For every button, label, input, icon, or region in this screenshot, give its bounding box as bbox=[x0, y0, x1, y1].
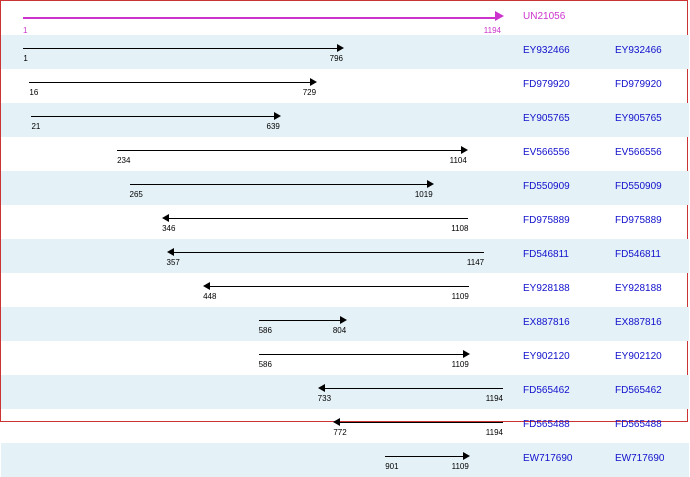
table-row[interactable] bbox=[1, 273, 689, 307]
accession-link[interactable]: FD975889 bbox=[523, 215, 570, 226]
hit-end-coord: 1147 bbox=[466, 258, 485, 267]
accession-description-link[interactable]: EY928188 bbox=[615, 283, 662, 294]
hit-start-coord: 733 bbox=[317, 394, 332, 403]
alignment-bar[interactable] bbox=[339, 422, 503, 423]
arrow-right-icon bbox=[340, 316, 347, 324]
accession-link[interactable]: EY905765 bbox=[523, 113, 570, 124]
hit-end-coord: 639 bbox=[266, 122, 280, 131]
arrow-left-icon bbox=[167, 248, 174, 256]
query-start-coord: 1 bbox=[23, 26, 28, 35]
accession-description-link[interactable]: EY902120 bbox=[615, 351, 662, 362]
hit-start-coord: 586 bbox=[258, 360, 272, 369]
alignment-bar[interactable] bbox=[173, 252, 485, 253]
accession-link[interactable]: EV566556 bbox=[523, 147, 570, 158]
accession-description-link[interactable]: FD565488 bbox=[615, 419, 662, 430]
hit-end-coord: 1109 bbox=[451, 462, 469, 471]
arrow-right-icon bbox=[427, 180, 434, 188]
accession-description-link[interactable]: EV566556 bbox=[615, 147, 662, 158]
accession-link[interactable]: FD546811 bbox=[523, 249, 569, 260]
table-row[interactable] bbox=[1, 35, 689, 69]
accession-link[interactable]: EY932466 bbox=[523, 45, 570, 56]
table-row[interactable] bbox=[1, 409, 689, 443]
hit-end-coord: 1194 bbox=[485, 428, 503, 437]
accession-description-link[interactable]: FD550909 bbox=[615, 181, 662, 192]
alignment-bar[interactable] bbox=[385, 456, 463, 457]
table-row[interactable] bbox=[1, 137, 689, 171]
query-arrow-icon bbox=[495, 11, 504, 21]
arrow-right-icon bbox=[461, 146, 468, 154]
hit-start-coord: 21 bbox=[31, 122, 41, 131]
arrow-right-icon bbox=[310, 78, 317, 86]
accession-link[interactable]: EY928188 bbox=[523, 283, 570, 294]
query-label: UN21056 bbox=[523, 11, 566, 22]
table-row[interactable] bbox=[1, 103, 689, 137]
alignment-bar[interactable] bbox=[117, 150, 461, 151]
alignment-bar[interactable] bbox=[209, 286, 469, 287]
hit-start-coord: 346 bbox=[162, 224, 176, 233]
hit-end-coord: 1109 bbox=[451, 360, 469, 369]
table-row[interactable] bbox=[1, 205, 689, 239]
hit-start-coord: 901 bbox=[385, 462, 399, 471]
alignment-bar[interactable] bbox=[29, 82, 310, 83]
arrow-right-icon bbox=[274, 112, 281, 120]
hit-start-coord: 1 bbox=[23, 54, 28, 63]
alignment-bar[interactable] bbox=[23, 48, 337, 49]
query-track-row bbox=[1, 1, 687, 35]
hit-start-coord: 16 bbox=[29, 88, 39, 97]
table-row[interactable] bbox=[1, 69, 689, 103]
accession-link[interactable]: EW717690 bbox=[523, 453, 573, 464]
table-row[interactable] bbox=[1, 171, 689, 205]
accession-description-link[interactable]: EY905765 bbox=[615, 113, 662, 124]
hit-start-coord: 234 bbox=[117, 156, 131, 165]
hit-end-coord: 804 bbox=[332, 326, 347, 335]
hit-end-coord: 1019 bbox=[414, 190, 433, 199]
alignment-bar[interactable] bbox=[31, 116, 273, 117]
alignment-bar[interactable] bbox=[168, 218, 468, 219]
accession-description-link[interactable]: EW717690 bbox=[615, 453, 665, 464]
hit-end-coord: 1108 bbox=[451, 224, 469, 233]
arrow-right-icon bbox=[463, 350, 470, 358]
arrow-right-icon bbox=[463, 452, 470, 460]
hit-end-coord: 1194 bbox=[485, 394, 503, 403]
table-row[interactable] bbox=[1, 341, 689, 375]
hit-end-coord: 1109 bbox=[451, 292, 469, 301]
accession-link[interactable]: FD565462 bbox=[523, 385, 570, 396]
accession-link[interactable]: FD565488 bbox=[523, 419, 570, 430]
hit-start-coord: 357 bbox=[166, 258, 180, 267]
accession-link[interactable]: EY902120 bbox=[523, 351, 570, 362]
accession-link[interactable]: FD979920 bbox=[523, 79, 570, 90]
accession-description-link[interactable]: FD979920 bbox=[615, 79, 662, 90]
arrow-left-icon bbox=[162, 214, 169, 222]
hit-start-coord: 586 bbox=[258, 326, 272, 335]
arrow-left-icon bbox=[333, 418, 340, 426]
hit-start-coord: 265 bbox=[129, 190, 143, 199]
hit-start-coord: 448 bbox=[203, 292, 217, 301]
query-bar bbox=[23, 17, 495, 19]
alignment-bar[interactable] bbox=[130, 184, 427, 185]
hit-end-coord: 796 bbox=[329, 54, 343, 63]
hit-end-coord: 1104 bbox=[449, 156, 467, 165]
alignment-bar[interactable] bbox=[259, 354, 463, 355]
accession-link[interactable]: FD550909 bbox=[523, 181, 570, 192]
accession-description-link[interactable]: EX887816 bbox=[615, 317, 662, 328]
hit-start-coord: 772 bbox=[333, 428, 347, 437]
accession-description-link[interactable]: FD975889 bbox=[615, 215, 662, 226]
query-end-coord: 1194 bbox=[483, 26, 501, 35]
arrow-left-icon bbox=[203, 282, 210, 290]
table-row[interactable] bbox=[1, 375, 689, 409]
accession-description-link[interactable]: FD565462 bbox=[615, 385, 662, 396]
arrow-left-icon bbox=[318, 384, 325, 392]
accession-description-link[interactable]: FD546811 bbox=[615, 249, 661, 260]
accession-description-link[interactable]: EY932466 bbox=[615, 45, 662, 56]
alignment-bar[interactable] bbox=[324, 388, 503, 389]
table-row[interactable] bbox=[1, 443, 689, 477]
alignment-bar[interactable] bbox=[259, 320, 341, 321]
hit-end-coord: 729 bbox=[302, 88, 317, 97]
table-row[interactable] bbox=[1, 307, 689, 341]
table-row[interactable] bbox=[1, 239, 689, 273]
accession-link[interactable]: EX887816 bbox=[523, 317, 570, 328]
arrow-right-icon bbox=[337, 44, 344, 52]
